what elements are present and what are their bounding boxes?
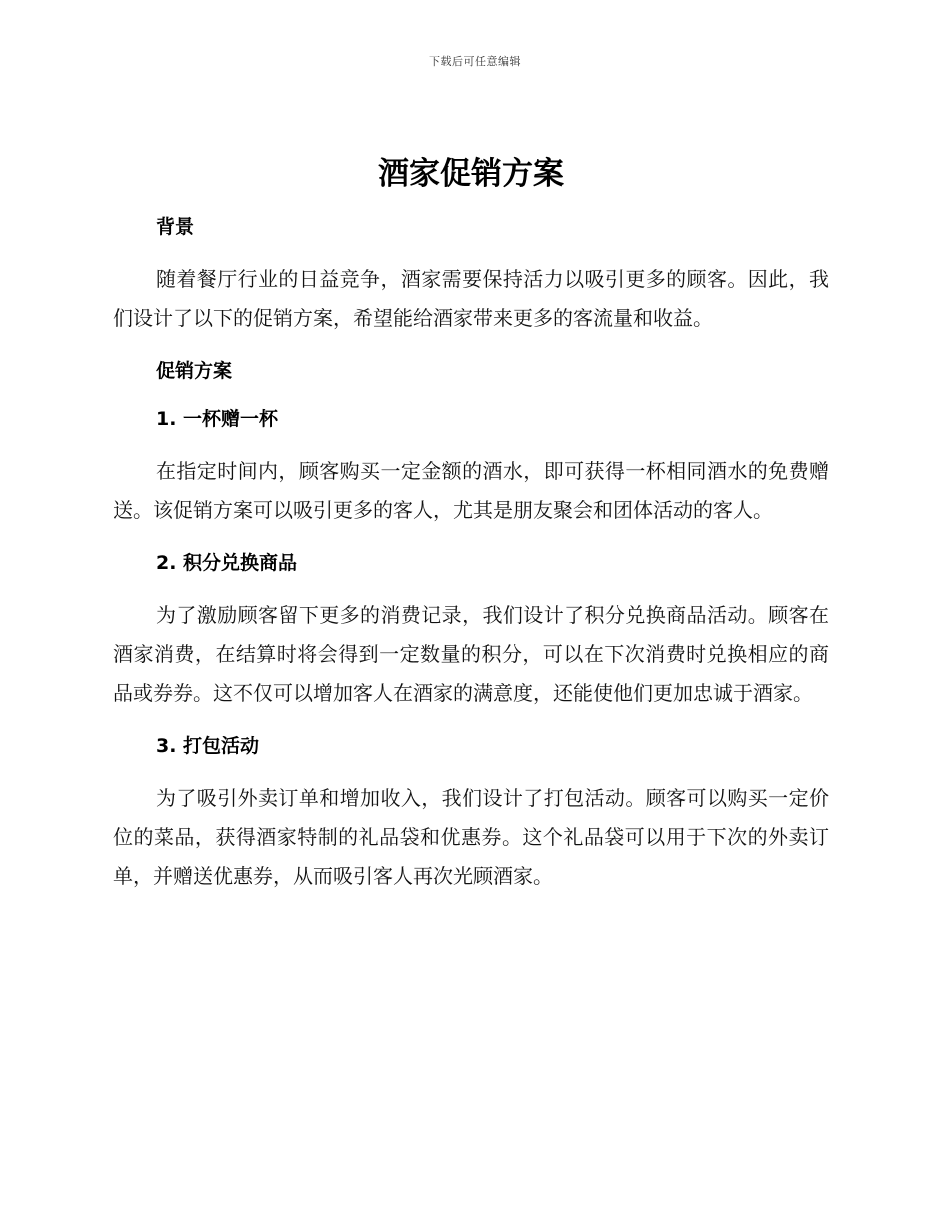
- section-heading-background: 背景: [156, 216, 195, 238]
- page-header-note: 下载后可任意编辑: [429, 55, 521, 68]
- subsection-heading-2: 2. 积分兑换商品: [156, 552, 298, 574]
- background-paragraph: 随着餐厅行业的日益竞争，酒家需要保持活力以吸引更多的顾客。因此，我们设计了以下的促销方案，希望能给酒家带来更多的客流量和收益。: [113, 267, 829, 330]
- document-title: 酒家促销方案: [378, 156, 564, 192]
- document-body: [113, 148, 829, 914]
- subsection-paragraph-1: 在指定时间内，顾客购买一定金额的酒水，即可获得一杯相同酒水的免费赠送。该促销方案可以吸引更多的客人，尤其是朋友聚会和团体活动的客人。: [113, 459, 829, 522]
- subsection-heading-1: 1. 一杯赠一杯: [156, 408, 279, 430]
- subsection-paragraph-2: 为了激励顾客留下更多的消费记录，我们设计了积分兑换商品活动。顾客在酒家消费，在结算时将会得到一定数量的积分，可以在下次消费时兑换相应的商品或券券。这不仅可以增加客人在酒家的满意度，还能使他们更加忠诚于酒家。: [113, 603, 829, 705]
- section-heading-plan: 促销方案: [156, 360, 233, 382]
- subsection-paragraph-3: 为了吸引外卖订单和增加收入，我们设计了打包活动。顾客可以购买一定价位的菜品，获得酒家特制的礼品袋和优惠券。这个礼品袋可以用于下次的外卖订单，并赠送优惠券，从而吸引客人再次光顾酒家。: [113, 786, 829, 888]
- subsection-heading-3: 3. 打包活动: [156, 735, 260, 757]
